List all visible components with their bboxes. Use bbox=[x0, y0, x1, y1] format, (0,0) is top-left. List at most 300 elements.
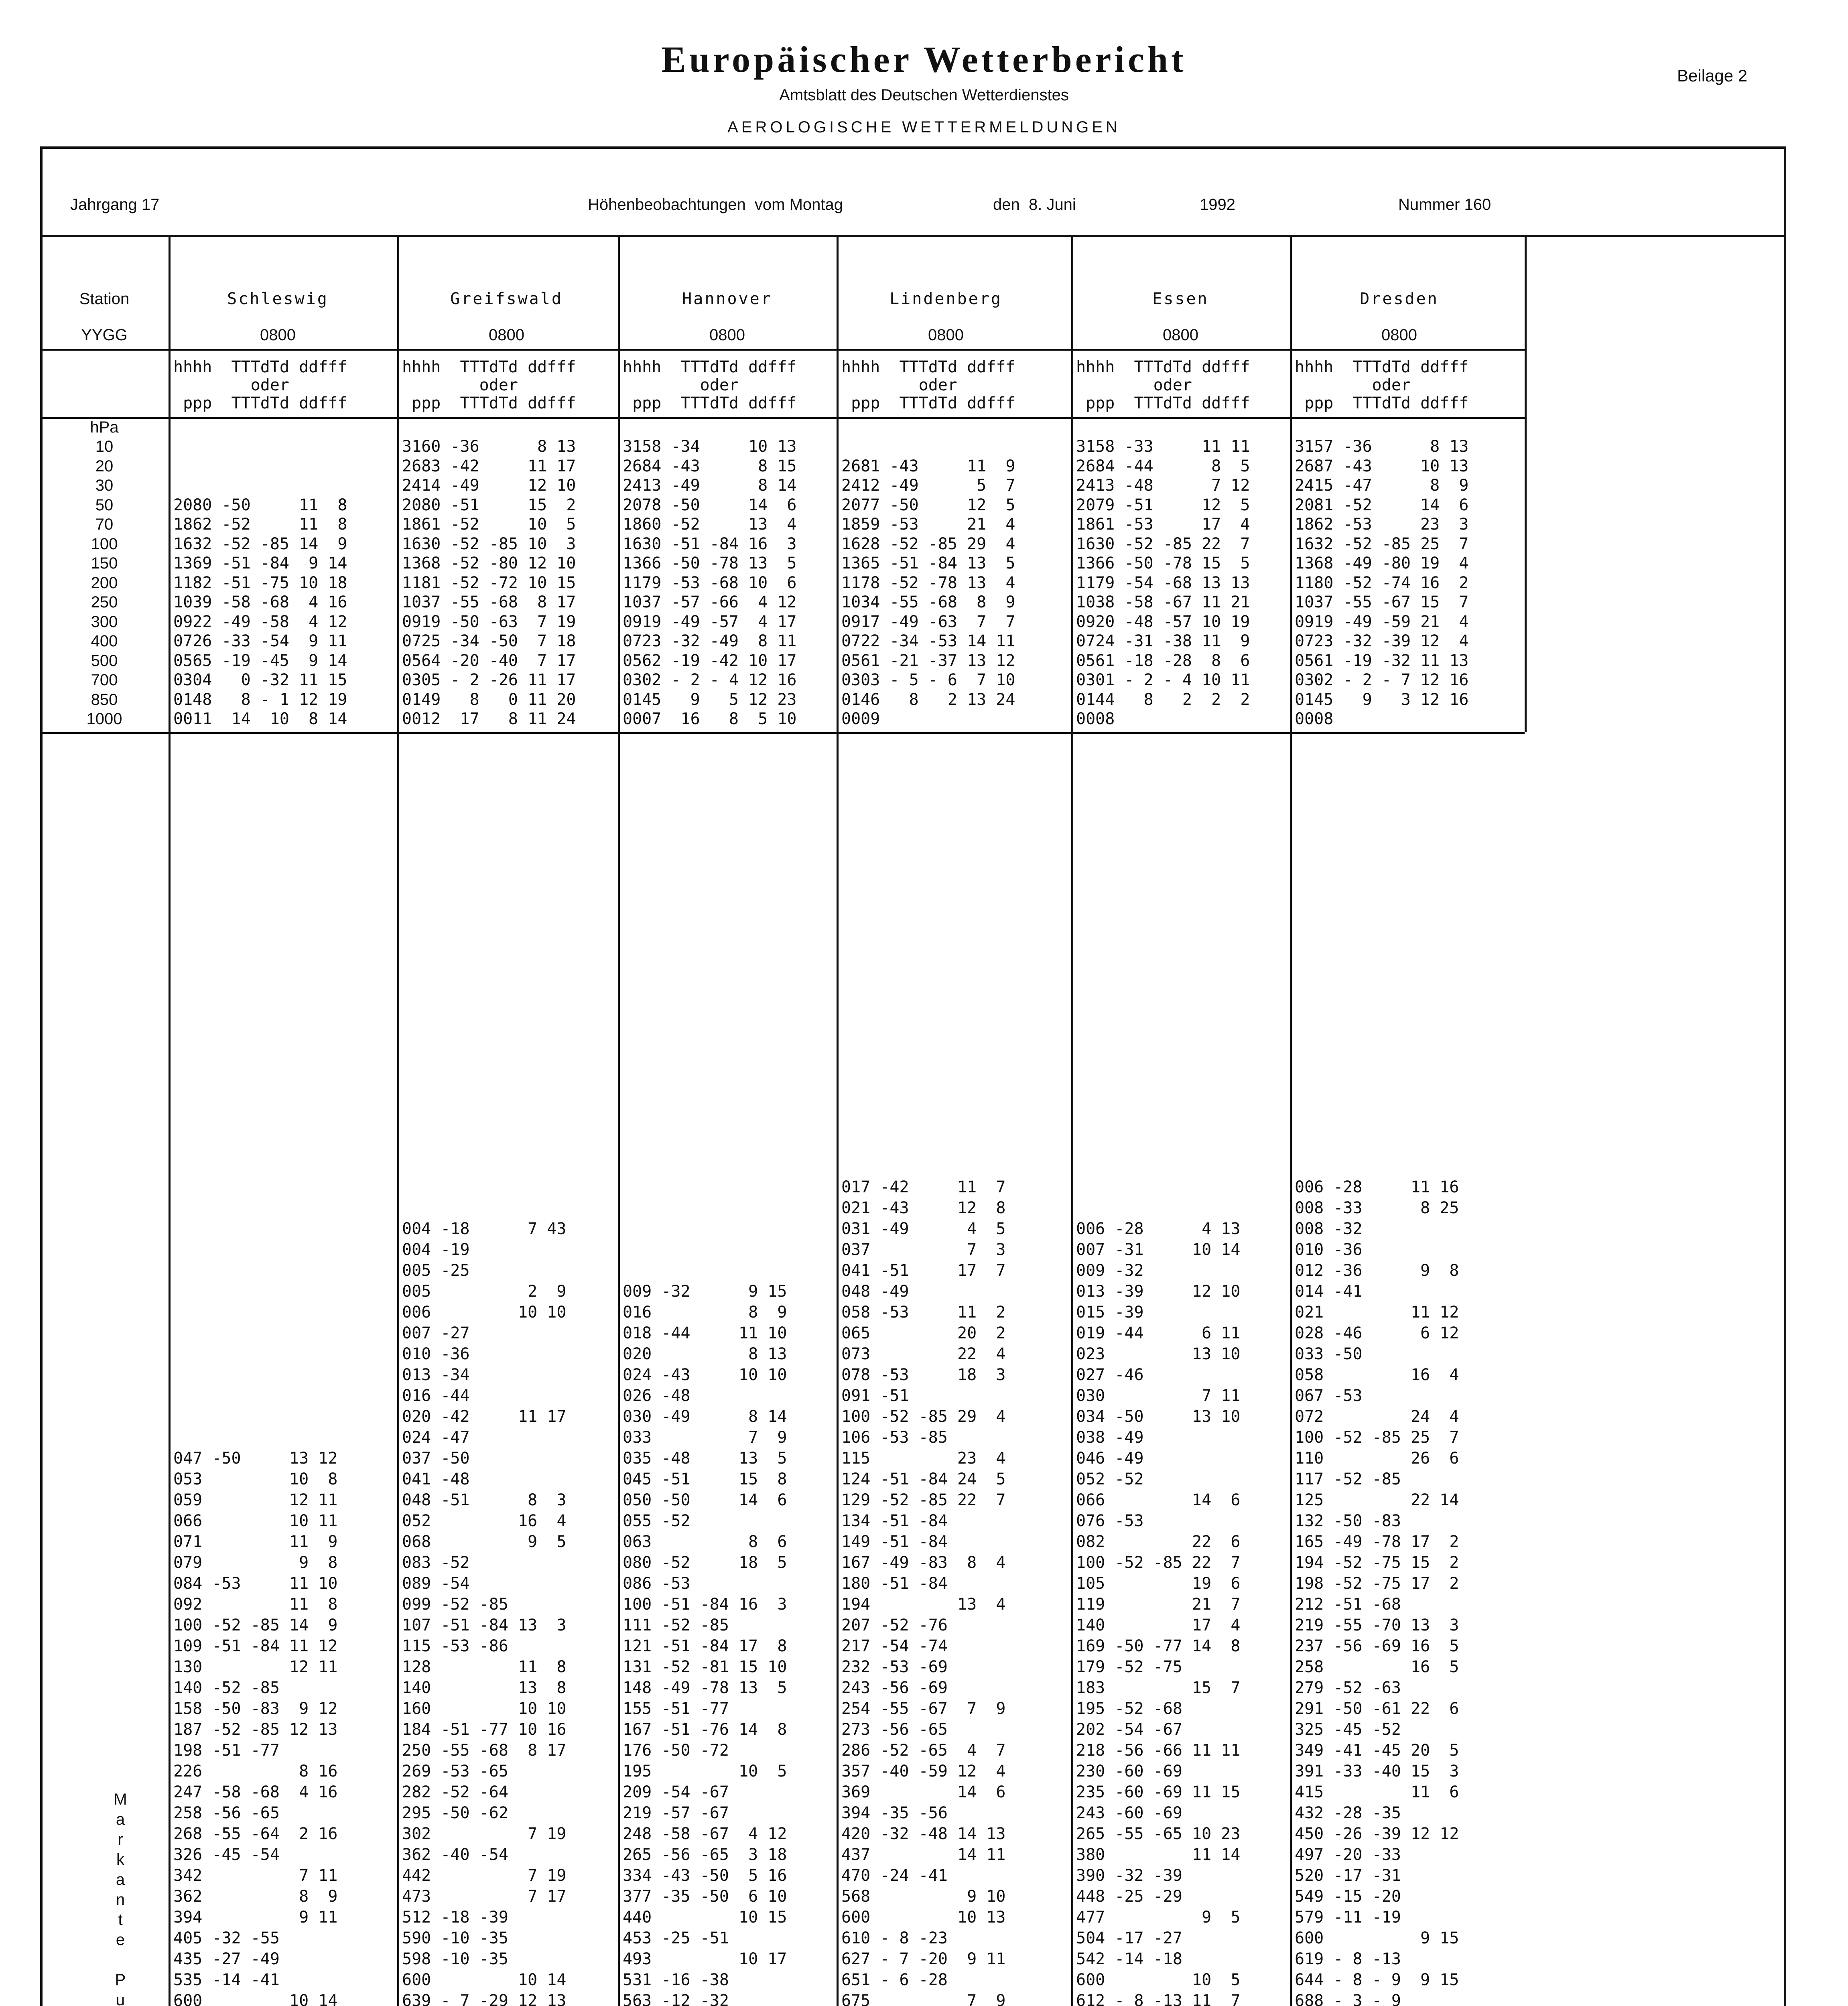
marked-point-row: 639 - 7 -29 12 13 bbox=[402, 1992, 567, 2006]
marked-point-row: 219 -55 -70 13 3 bbox=[1295, 1616, 1459, 1634]
marked-point-row: 079 9 8 bbox=[173, 1553, 338, 1572]
standard-level-row: 0008 bbox=[1295, 710, 1334, 728]
column-head-line-3: ppp TTTdTd ddfff bbox=[841, 394, 1015, 412]
standard-level-row: 1366 -50 -78 15 5 bbox=[1076, 554, 1250, 573]
standard-level-row: 0723 -32 -49 8 11 bbox=[623, 632, 797, 650]
marked-point-row: 024 -47 bbox=[402, 1428, 470, 1447]
standard-level-row: 2080 -50 11 8 bbox=[173, 495, 347, 514]
standard-level-row: 1037 -57 -66 4 12 bbox=[623, 593, 797, 611]
column-head-line-1: hhhh TTTdTd ddfff bbox=[841, 358, 1015, 376]
marked-point-row: 473 7 17 bbox=[402, 1887, 567, 1906]
column-head-line-1: hhhh TTTdTd ddfff bbox=[402, 358, 576, 376]
marked-point-row: 195 -52 -68 bbox=[1076, 1699, 1182, 1718]
marked-point-row: 651 - 6 -28 bbox=[841, 1971, 948, 1989]
marked-point-row: 202 -54 -67 bbox=[1076, 1720, 1182, 1739]
station-column-divider bbox=[1071, 235, 1073, 2006]
standard-level-row: 2687 -43 10 13 bbox=[1295, 457, 1469, 475]
marked-point-row: 610 - 8 -23 bbox=[841, 1929, 948, 1947]
marked-points-letter: M bbox=[114, 1791, 127, 1808]
standard-level-row: 0919 -49 -57 4 17 bbox=[623, 612, 797, 631]
standard-level-row: 0009 bbox=[841, 710, 880, 728]
marked-point-row: 024 -43 10 10 bbox=[623, 1366, 787, 1384]
standard-level-row: 1859 -53 21 4 bbox=[841, 515, 1015, 534]
standard-level-row: 0146 8 2 13 24 bbox=[841, 690, 1015, 709]
marked-point-row: 106 -53 -85 bbox=[841, 1428, 948, 1447]
pressure-level-label: 300 bbox=[91, 613, 118, 631]
observation-year: 1992 bbox=[1200, 196, 1235, 213]
column-head-line-3: ppp TTTdTd ddfff bbox=[1076, 394, 1250, 412]
standard-level-row: 0011 14 10 8 14 bbox=[173, 710, 347, 728]
standard-level-row: 1182 -51 -75 10 18 bbox=[173, 573, 347, 592]
marked-point-row: 334 -43 -50 5 16 bbox=[623, 1866, 787, 1885]
marked-point-row: 470 -24 -41 bbox=[841, 1866, 948, 1885]
marked-point-row: 115 -53 -86 bbox=[402, 1637, 508, 1655]
marked-point-row: 131 -52 -81 15 10 bbox=[623, 1658, 787, 1676]
marked-point-row: 226 8 16 bbox=[173, 1762, 338, 1781]
marked-point-row: 035 -48 13 5 bbox=[623, 1449, 787, 1468]
marked-point-row: 058 -53 11 2 bbox=[841, 1303, 1006, 1322]
marked-point-row: 542 -14 -18 bbox=[1076, 1950, 1182, 1968]
marked-point-row: 008 -33 8 25 bbox=[1295, 1199, 1459, 1217]
station-time: 0800 bbox=[489, 326, 524, 344]
station-column-divider bbox=[397, 235, 399, 2006]
marked-point-row: 325 -45 -52 bbox=[1295, 1720, 1401, 1739]
marked-point-row: 149 -51 -84 bbox=[841, 1533, 948, 1551]
marked-point-row: 579 -11 -19 bbox=[1295, 1908, 1401, 1927]
marked-point-row: 017 -42 11 7 bbox=[841, 1178, 1006, 1196]
standard-level-row: 3157 -36 8 13 bbox=[1295, 437, 1469, 456]
marked-point-row: 437 14 11 bbox=[841, 1846, 1006, 1864]
marked-point-row: 148 -49 -78 13 5 bbox=[623, 1679, 787, 1697]
marked-point-row: 362 8 9 bbox=[173, 1887, 338, 1906]
marked-point-row: 059 12 11 bbox=[173, 1491, 338, 1509]
beilage-label: Beilage 2 bbox=[1677, 66, 1748, 85]
marked-point-row: 083 -52 bbox=[402, 1553, 470, 1572]
standard-level-row: 1034 -55 -68 8 9 bbox=[841, 593, 1015, 611]
report-title: Europäischer Wetterbericht bbox=[661, 39, 1187, 80]
marked-point-row: 130 12 11 bbox=[173, 1658, 338, 1676]
standard-level-row: 2081 -52 14 6 bbox=[1295, 495, 1469, 514]
marked-point-row: 005 2 9 bbox=[402, 1282, 567, 1301]
marked-point-row: 179 -52 -75 bbox=[1076, 1658, 1182, 1676]
levels-bottom-rule bbox=[40, 732, 1525, 734]
standard-level-row: 0920 -48 -57 10 19 bbox=[1076, 612, 1250, 631]
observation-title: Höhenbeobachtungen vom Montag bbox=[588, 196, 843, 213]
standard-level-row: 0145 9 5 12 23 bbox=[623, 690, 797, 709]
standard-level-row: 0565 -19 -45 9 14 bbox=[173, 651, 347, 670]
marked-point-row: 493 10 17 bbox=[623, 1950, 787, 1968]
station-column-divider bbox=[1290, 235, 1292, 2006]
marked-point-row: 065 20 2 bbox=[841, 1324, 1006, 1342]
column-head-line-2: oder bbox=[173, 376, 289, 394]
marked-point-row: 034 -50 13 10 bbox=[1076, 1407, 1241, 1426]
station-name-essen: Essen bbox=[1152, 290, 1209, 308]
standard-level-row: 1632 -52 -85 25 7 bbox=[1295, 534, 1469, 553]
hpa-label: hPa bbox=[90, 418, 119, 436]
standard-level-row: 1181 -52 -72 10 15 bbox=[402, 573, 576, 592]
standard-level-row: 3158 -34 10 13 bbox=[623, 437, 797, 456]
pressure-level-label: 20 bbox=[95, 457, 114, 475]
marked-point-row: 326 -45 -54 bbox=[173, 1846, 280, 1864]
marked-point-row: 218 -56 -66 11 11 bbox=[1076, 1741, 1241, 1760]
station-column-divider bbox=[618, 235, 620, 2006]
marked-point-row: 023 13 10 bbox=[1076, 1345, 1241, 1363]
marked-point-row: 282 -52 -64 bbox=[402, 1783, 508, 1801]
marked-points-letter: e bbox=[116, 1931, 125, 1949]
standard-level-row: 0922 -49 -58 4 12 bbox=[173, 612, 347, 631]
column-head-line-3: ppp TTTdTd ddfff bbox=[402, 394, 576, 412]
marked-point-row: 058 16 4 bbox=[1295, 1366, 1459, 1384]
marked-point-row: 089 -54 bbox=[402, 1574, 470, 1593]
marked-point-row: 448 -25 -29 bbox=[1076, 1887, 1182, 1906]
marked-point-row: 187 -52 -85 12 13 bbox=[173, 1720, 338, 1739]
marked-point-row: 612 - 8 -13 11 7 bbox=[1076, 1992, 1241, 2006]
marked-point-row: 053 10 8 bbox=[173, 1470, 338, 1488]
standard-level-row: 0305 - 2 -26 11 17 bbox=[402, 671, 576, 689]
standard-level-row: 1179 -53 -68 10 6 bbox=[623, 573, 797, 592]
pressure-level-label: 150 bbox=[91, 554, 118, 572]
marked-point-row: 019 -44 6 11 bbox=[1076, 1324, 1241, 1342]
marked-point-row: 078 -53 18 3 bbox=[841, 1366, 1006, 1384]
standard-level-row: 3158 -33 11 11 bbox=[1076, 437, 1250, 456]
standard-level-row: 1860 -52 13 4 bbox=[623, 515, 797, 534]
marked-point-row: 010 -36 bbox=[1295, 1241, 1363, 1259]
marked-point-row: 450 -26 -39 12 12 bbox=[1295, 1825, 1459, 1843]
marked-point-row: 132 -50 -83 bbox=[1295, 1512, 1401, 1530]
column-head-line-1: hhhh TTTdTd ddfff bbox=[173, 358, 347, 376]
marked-point-row: 006 -28 4 13 bbox=[1076, 1220, 1241, 1238]
standard-level-row: 0302 - 2 - 7 12 16 bbox=[1295, 671, 1469, 689]
marked-point-row: 021 11 12 bbox=[1295, 1303, 1459, 1322]
marked-point-row: 598 -10 -35 bbox=[402, 1950, 508, 1968]
marked-point-row: 009 -32 bbox=[1076, 1261, 1144, 1280]
marked-point-row: 100 -52 -85 25 7 bbox=[1295, 1428, 1459, 1447]
marked-point-row: 165 -49 -78 17 2 bbox=[1295, 1533, 1459, 1551]
marked-point-row: 016 8 9 bbox=[623, 1303, 787, 1322]
marked-point-row: 020 8 13 bbox=[623, 1345, 787, 1363]
marked-point-row: 273 -56 -65 bbox=[841, 1720, 948, 1739]
standard-level-row: 1037 -55 -67 15 7 bbox=[1295, 593, 1469, 611]
standard-level-row: 2079 -51 12 5 bbox=[1076, 495, 1250, 514]
marked-point-row: 063 8 6 bbox=[623, 1533, 787, 1551]
marked-point-row: 041 -51 17 7 bbox=[841, 1261, 1006, 1280]
standard-level-row: 2077 -50 12 5 bbox=[841, 495, 1015, 514]
marked-point-row: 183 15 7 bbox=[1076, 1679, 1241, 1697]
section-title: AEROLOGISCHE WETTERMELDUNGEN bbox=[727, 118, 1121, 136]
marked-point-row: 600 9 15 bbox=[1295, 1929, 1459, 1947]
marked-point-row: 125 22 14 bbox=[1295, 1491, 1459, 1509]
marked-point-row: 084 -53 11 10 bbox=[173, 1574, 338, 1593]
marked-point-row: 031 -49 4 5 bbox=[841, 1220, 1006, 1238]
marked-point-row: 675 7 9 bbox=[841, 1992, 1006, 2006]
marked-point-row: 047 -50 13 12 bbox=[173, 1449, 338, 1468]
marked-point-row: 066 10 11 bbox=[173, 1512, 338, 1530]
marked-point-row: 045 -51 15 8 bbox=[623, 1470, 787, 1488]
marked-point-row: 046 -49 bbox=[1076, 1449, 1144, 1468]
jahrgang-label: Jahrgang 17 bbox=[70, 196, 160, 213]
marked-point-row: 194 -52 -75 15 2 bbox=[1295, 1553, 1459, 1572]
marked-point-row: 037 7 3 bbox=[841, 1241, 1006, 1259]
marked-points-letter: n bbox=[116, 1891, 125, 1909]
station-time: 0800 bbox=[1163, 326, 1198, 344]
standard-level-row: 1861 -52 10 5 bbox=[402, 515, 576, 534]
marked-point-row: 176 -50 -72 bbox=[623, 1741, 729, 1760]
column-head-line-2: oder bbox=[841, 376, 957, 394]
marked-point-row: 237 -56 -69 16 5 bbox=[1295, 1637, 1459, 1655]
column-head-line-1: hhhh TTTdTd ddfff bbox=[1076, 358, 1250, 376]
marked-point-row: 052 -52 bbox=[1076, 1470, 1144, 1488]
marked-point-row: 073 22 4 bbox=[841, 1345, 1006, 1363]
standard-level-row: 2683 -42 11 17 bbox=[402, 457, 576, 475]
standard-level-row: 1630 -52 -85 10 3 bbox=[402, 534, 576, 553]
marked-point-row: 050 -50 14 6 bbox=[623, 1491, 787, 1509]
marked-point-row: 099 -52 -85 bbox=[402, 1595, 508, 1614]
pressure-level-label: 70 bbox=[95, 516, 114, 533]
marked-point-row: 160 10 10 bbox=[402, 1699, 567, 1718]
marked-point-row: 268 -55 -64 2 16 bbox=[173, 1825, 338, 1843]
column-head-line-3: ppp TTTdTd ddfff bbox=[173, 394, 347, 412]
levels-top-rule bbox=[40, 417, 1525, 419]
marked-point-row: 644 - 8 - 9 9 15 bbox=[1295, 1971, 1459, 1989]
station-time: 0800 bbox=[1381, 326, 1417, 344]
marked-point-row: 015 -39 bbox=[1076, 1303, 1144, 1322]
column-head-line-1: hhhh TTTdTd ddfff bbox=[623, 358, 797, 376]
marked-point-row: 100 -51 -84 16 3 bbox=[623, 1595, 787, 1614]
marked-point-row: 100 -52 -85 14 9 bbox=[173, 1616, 338, 1634]
marked-point-row: 180 -51 -84 bbox=[841, 1574, 948, 1593]
marked-point-row: 169 -50 -77 14 8 bbox=[1076, 1637, 1241, 1655]
pressure-level-label: 500 bbox=[91, 652, 118, 670]
marked-point-row: 247 -58 -68 4 16 bbox=[173, 1783, 338, 1801]
marked-point-row: 357 -40 -59 12 4 bbox=[841, 1762, 1006, 1781]
marked-point-row: 140 17 4 bbox=[1076, 1616, 1241, 1634]
marked-point-row: 362 -40 -54 bbox=[402, 1846, 508, 1864]
station-column-divider bbox=[837, 235, 839, 2006]
standard-level-row: 0722 -34 -53 14 11 bbox=[841, 632, 1015, 650]
station-time: 0800 bbox=[928, 326, 964, 344]
marked-point-row: 117 -52 -85 bbox=[1295, 1470, 1401, 1488]
marked-point-row: 432 -28 -35 bbox=[1295, 1804, 1401, 1822]
standard-level-row: 1862 -52 11 8 bbox=[173, 515, 347, 534]
marked-points-letter: a bbox=[116, 1811, 125, 1828]
pressure-level-label: 850 bbox=[91, 690, 118, 709]
marked-point-row: 071 11 9 bbox=[173, 1533, 338, 1551]
standard-level-row: 0725 -34 -50 7 18 bbox=[402, 632, 576, 650]
marked-point-row: 265 -55 -65 10 23 bbox=[1076, 1825, 1241, 1843]
station-label: Station bbox=[79, 290, 130, 308]
standard-level-row: 2413 -48 7 12 bbox=[1076, 476, 1250, 495]
marked-point-row: 167 -49 -83 8 4 bbox=[841, 1553, 1006, 1572]
marked-point-row: 007 -27 bbox=[402, 1324, 470, 1342]
marked-point-row: 048 -49 bbox=[841, 1282, 909, 1301]
marked-point-row: 258 -56 -65 bbox=[173, 1804, 280, 1822]
marked-point-row: 105 19 6 bbox=[1076, 1574, 1241, 1593]
standard-level-row: 0917 -49 -63 7 7 bbox=[841, 612, 1015, 631]
observation-date: den 8. Juni bbox=[993, 196, 1076, 213]
marked-point-row: 018 -44 11 10 bbox=[623, 1324, 787, 1342]
marked-point-row: 600 10 13 bbox=[841, 1908, 1006, 1927]
marked-point-row: 028 -46 6 12 bbox=[1295, 1324, 1459, 1342]
marked-point-row: 453 -25 -51 bbox=[623, 1929, 729, 1947]
marked-point-row: 020 -42 11 17 bbox=[402, 1407, 567, 1426]
standard-level-row: 2684 -43 8 15 bbox=[623, 457, 797, 475]
marked-point-row: 212 -51 -68 bbox=[1295, 1595, 1401, 1614]
marked-point-row: 110 26 6 bbox=[1295, 1449, 1459, 1468]
marked-point-row: 184 -51 -77 10 16 bbox=[402, 1720, 567, 1739]
marked-point-row: 115 23 4 bbox=[841, 1449, 1006, 1468]
marked-point-row: 030 -49 8 14 bbox=[623, 1407, 787, 1426]
marked-point-row: 279 -52 -63 bbox=[1295, 1679, 1401, 1697]
column-head-line-2: oder bbox=[1295, 376, 1411, 394]
marked-point-row: 066 14 6 bbox=[1076, 1491, 1241, 1509]
marked-point-row: 442 7 19 bbox=[402, 1866, 567, 1885]
marked-point-row: 688 - 3 - 9 bbox=[1295, 1992, 1401, 2006]
standard-level-row: 2413 -49 8 14 bbox=[623, 476, 797, 495]
standard-level-row: 0726 -33 -54 9 11 bbox=[173, 632, 347, 650]
marked-point-row: 006 -28 11 16 bbox=[1295, 1178, 1459, 1196]
marked-point-row: 549 -15 -20 bbox=[1295, 1887, 1401, 1906]
standard-level-row: 0919 -50 -63 7 19 bbox=[402, 612, 576, 631]
column-head-line-1: hhhh TTTdTd ddfff bbox=[1295, 358, 1469, 376]
standard-level-row: 1861 -53 17 4 bbox=[1076, 515, 1250, 534]
marked-point-row: 140 -52 -85 bbox=[173, 1679, 280, 1697]
pressure-level-label: 250 bbox=[91, 593, 118, 611]
marked-point-row: 209 -54 -67 bbox=[623, 1783, 729, 1801]
station-name-greifswald: Greifswald bbox=[450, 290, 563, 308]
standard-level-row: 1037 -55 -68 8 17 bbox=[402, 593, 576, 611]
marked-point-row: 391 -33 -40 15 3 bbox=[1295, 1762, 1459, 1781]
standard-level-row: 0145 9 3 12 16 bbox=[1295, 690, 1469, 709]
station-name-lindenberg: Lindenberg bbox=[889, 290, 1002, 308]
marked-point-row: 394 -35 -56 bbox=[841, 1804, 948, 1822]
marked-point-row: 026 -48 bbox=[623, 1387, 690, 1405]
marked-point-row: 394 9 11 bbox=[173, 1908, 338, 1927]
marked-point-row: 420 -32 -48 14 13 bbox=[841, 1825, 1006, 1843]
marked-point-row: 033 -50 bbox=[1295, 1345, 1363, 1363]
marked-point-row: 377 -35 -50 6 10 bbox=[623, 1887, 787, 1906]
standard-level-row: 1368 -52 -80 12 10 bbox=[402, 554, 576, 573]
marked-point-row: 380 11 14 bbox=[1076, 1846, 1241, 1864]
pressure-level-label: 400 bbox=[91, 632, 118, 650]
marked-point-row: 012 -36 9 8 bbox=[1295, 1261, 1459, 1280]
standard-level-row: 0007 16 8 5 10 bbox=[623, 710, 797, 728]
marked-points-letter: P bbox=[115, 1971, 126, 1989]
marked-point-row: 010 -36 bbox=[402, 1345, 470, 1363]
standard-level-row: 1369 -51 -84 9 14 bbox=[173, 554, 347, 573]
standard-level-row: 0564 -20 -40 7 17 bbox=[402, 651, 576, 670]
marked-point-row: 250 -55 -68 8 17 bbox=[402, 1741, 567, 1760]
marked-point-row: 121 -51 -84 17 8 bbox=[623, 1637, 787, 1655]
pressure-level-label: 10 bbox=[95, 438, 114, 455]
marked-point-row: 600 10 14 bbox=[402, 1971, 567, 1989]
standard-level-row: 0303 - 5 - 6 7 10 bbox=[841, 671, 1015, 689]
marked-point-row: 076 -53 bbox=[1076, 1512, 1144, 1530]
marked-point-row: 037 -50 bbox=[402, 1449, 470, 1468]
standard-level-row: 1630 -52 -85 22 7 bbox=[1076, 534, 1250, 553]
standard-level-row: 1632 -52 -85 14 9 bbox=[173, 534, 347, 553]
marked-point-row: 100 -52 -85 22 7 bbox=[1076, 1553, 1241, 1572]
standard-level-row: 0723 -32 -39 12 4 bbox=[1295, 632, 1469, 650]
marked-point-row: 027 -46 bbox=[1076, 1366, 1144, 1384]
marked-point-row: 030 7 11 bbox=[1076, 1387, 1241, 1405]
station-name-dresden: Dresden bbox=[1360, 290, 1439, 308]
station-name-hannover: Hannover bbox=[682, 290, 772, 308]
marked-point-row: 198 -51 -77 bbox=[173, 1741, 280, 1760]
marked-point-row: 082 22 6 bbox=[1076, 1533, 1241, 1551]
standard-level-row: 1368 -49 -80 19 4 bbox=[1295, 554, 1469, 573]
header-rule bbox=[40, 349, 1525, 351]
standard-level-row: 1180 -52 -74 16 2 bbox=[1295, 573, 1469, 592]
marked-point-row: 342 7 11 bbox=[173, 1866, 338, 1885]
marked-point-row: 111 -52 -85 bbox=[623, 1616, 729, 1634]
marked-point-row: 100 -52 -85 29 4 bbox=[841, 1407, 1006, 1426]
marked-point-row: 405 -32 -55 bbox=[173, 1929, 280, 1947]
marked-points-letter: u bbox=[116, 1991, 125, 2006]
standard-level-row: 2681 -43 11 9 bbox=[841, 457, 1015, 475]
standard-level-row: 0008 bbox=[1076, 710, 1115, 728]
marked-point-row: 128 11 8 bbox=[402, 1658, 567, 1676]
marked-point-row: 291 -50 -61 22 6 bbox=[1295, 1699, 1459, 1718]
marked-point-row: 230 -60 -69 bbox=[1076, 1762, 1182, 1781]
marked-point-row: 235 -60 -69 11 15 bbox=[1076, 1783, 1241, 1801]
marked-point-row: 265 -56 -65 3 18 bbox=[623, 1846, 787, 1864]
marked-point-row: 600 10 14 bbox=[173, 1992, 338, 2006]
pressure-level-label: 700 bbox=[91, 671, 118, 689]
marked-point-row: 435 -27 -49 bbox=[173, 1950, 280, 1968]
marked-point-row: 600 10 5 bbox=[1076, 1971, 1241, 1989]
marked-point-row: 535 -14 -41 bbox=[173, 1971, 280, 1989]
marked-point-row: 109 -51 -84 11 12 bbox=[173, 1637, 338, 1655]
standard-level-row: 1365 -51 -84 13 5 bbox=[841, 554, 1015, 573]
marked-point-row: 008 -32 bbox=[1295, 1220, 1363, 1238]
station-name-schleswig: Schleswig bbox=[227, 290, 329, 308]
marked-point-row: 048 -51 8 3 bbox=[402, 1491, 567, 1509]
standard-level-row: 0724 -31 -38 11 9 bbox=[1076, 632, 1250, 650]
standard-level-row: 1179 -54 -68 13 13 bbox=[1076, 573, 1250, 592]
marked-point-row: 086 -53 bbox=[623, 1574, 690, 1593]
standard-level-row: 1038 -58 -67 11 21 bbox=[1076, 593, 1250, 611]
marked-point-row: 243 -60 -69 bbox=[1076, 1804, 1182, 1822]
marked-point-row: 107 -51 -84 13 3 bbox=[402, 1616, 567, 1634]
marked-point-row: 269 -53 -65 bbox=[402, 1762, 508, 1781]
marked-point-row: 207 -52 -76 bbox=[841, 1616, 948, 1634]
marked-point-row: 369 14 6 bbox=[841, 1783, 1006, 1801]
marked-point-row: 504 -17 -27 bbox=[1076, 1929, 1182, 1947]
last-column-divider bbox=[1525, 235, 1527, 732]
marked-point-row: 014 -41 bbox=[1295, 1282, 1363, 1301]
marked-point-row: 258 16 5 bbox=[1295, 1658, 1459, 1676]
marked-point-row: 415 11 6 bbox=[1295, 1783, 1459, 1801]
pressure-level-label: 100 bbox=[91, 535, 118, 553]
marked-point-row: 512 -18 -39 bbox=[402, 1908, 508, 1927]
label-column-divider bbox=[169, 235, 171, 2006]
standard-level-row: 0562 -19 -42 10 17 bbox=[623, 651, 797, 670]
standard-level-row: 0561 -19 -32 11 13 bbox=[1295, 651, 1469, 670]
marked-point-row: 038 -49 bbox=[1076, 1428, 1144, 1447]
marked-point-row: 004 -18 7 43 bbox=[402, 1220, 567, 1238]
standard-level-row: 0148 8 - 1 12 19 bbox=[173, 690, 347, 709]
standard-level-row: 1039 -58 -68 4 16 bbox=[173, 593, 347, 611]
marked-point-row: 627 - 7 -20 9 11 bbox=[841, 1950, 1006, 1968]
marked-point-row: 006 10 10 bbox=[402, 1303, 567, 1322]
standard-level-row: 1178 -52 -78 13 4 bbox=[841, 573, 1015, 592]
marked-point-row: 590 -10 -35 bbox=[402, 1929, 508, 1947]
standard-level-row: 2412 -49 5 7 bbox=[841, 476, 1015, 495]
marked-point-row: 067 -53 bbox=[1295, 1387, 1363, 1405]
marked-point-row: 092 11 8 bbox=[173, 1595, 338, 1614]
marked-point-row: 568 9 10 bbox=[841, 1887, 1006, 1906]
column-head-line-3: ppp TTTdTd ddfff bbox=[1295, 394, 1469, 412]
